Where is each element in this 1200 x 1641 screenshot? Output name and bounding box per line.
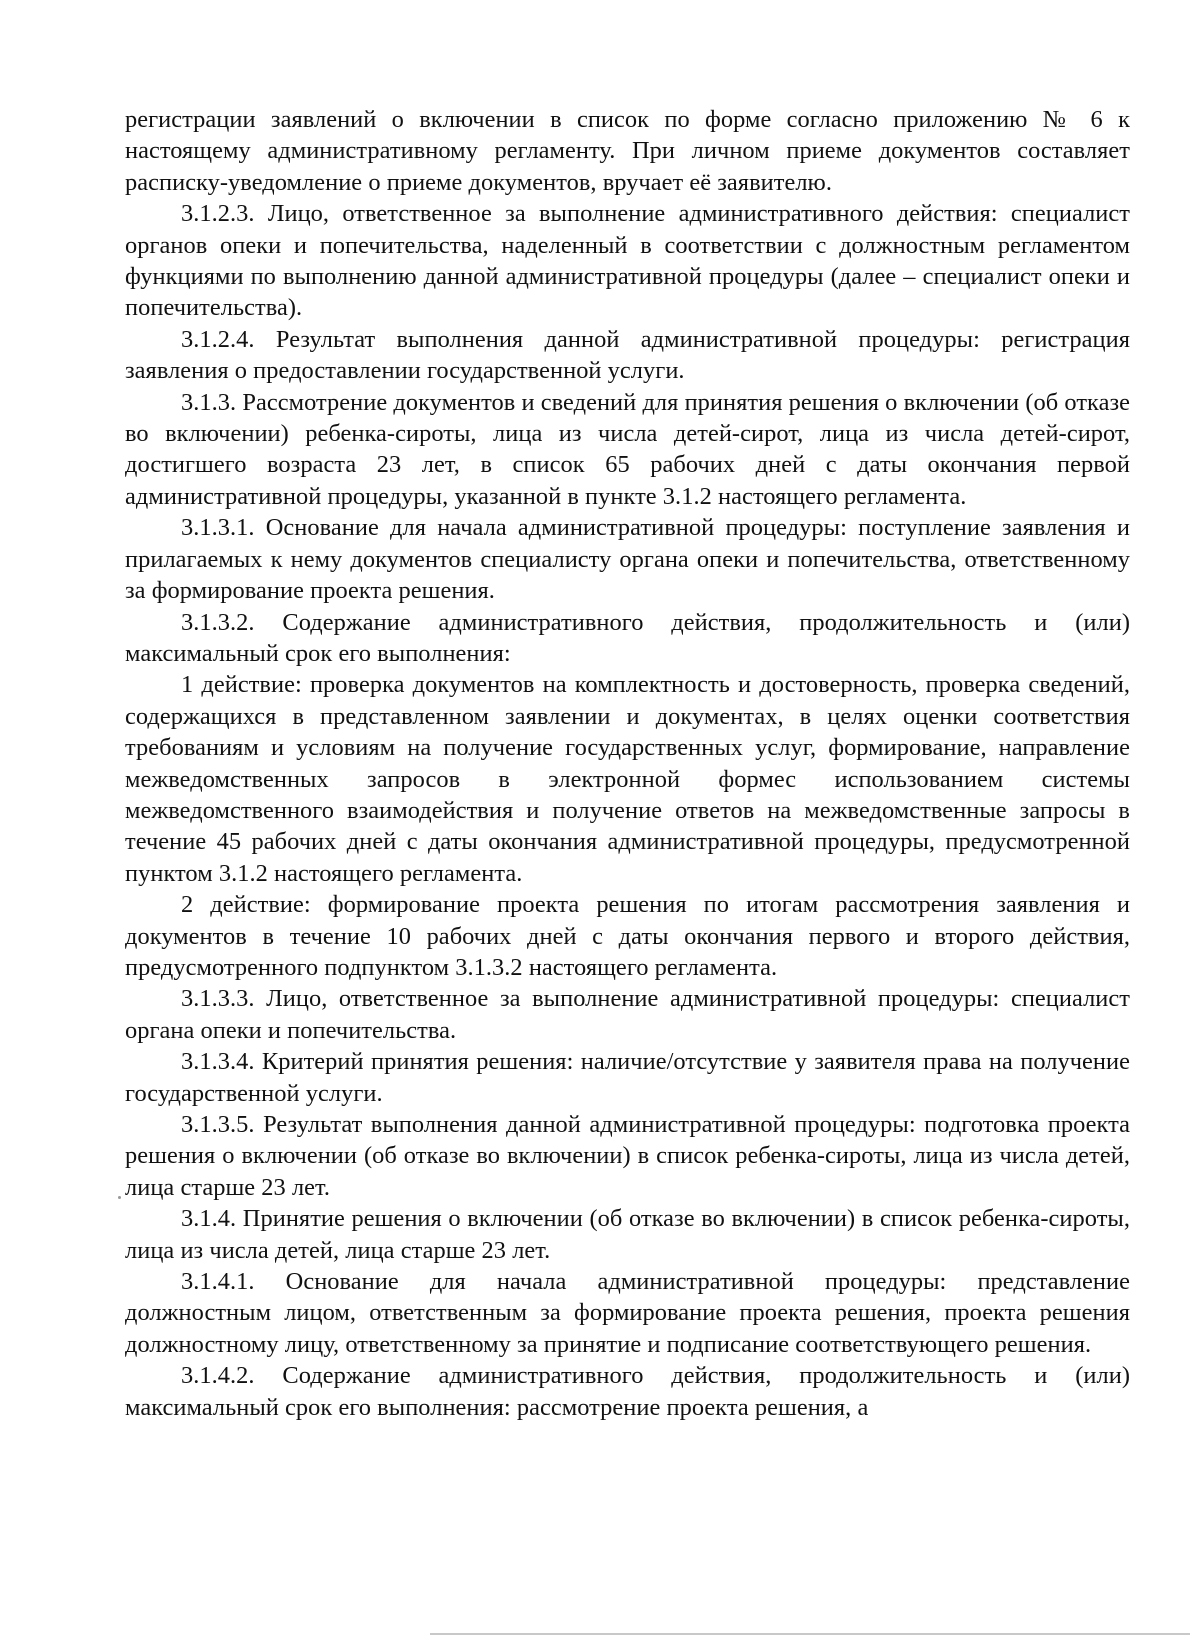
paragraph-3-1-3-3: 3.1.3.3. Лицо, ответственное за выполнение административной процедуры: специалист органа опеки и попечительства. bbox=[125, 985, 1130, 1044]
paragraph-3-1-3-2: 3.1.3.2. Содержание административного действия, продолжительность и (или) максимальный срок его выполнения: bbox=[125, 608, 1130, 667]
paragraph-3-1-4-2: 3.1.4.2. Содержание административного действия, продолжительность и (или) максимальный срок его выполнения: рассмотрение проекта решения, а bbox=[125, 1362, 1130, 1421]
paragraph-3-1-4-1: 3.1.4.1. Основание для начала административной процедуры: представление должностным лицом, ответственным за формирование проекта решения, проекта решения должностному лицу, ответственному за принятие и подписание соответствующего решения. bbox=[125, 1268, 1130, 1358]
paragraph-action-2: 2 действие: формирование проекта решения по итогам рассмотрения заявления и документов в течение 10 рабочих дней с даты окончания первого и второго действия, предусмотренного подпунктом 3.1.3.2 настоящего регламента. bbox=[125, 891, 1130, 981]
paragraph-continuation: регистрации заявлений о включении в список по форме согласно приложению № 6 к настоящему административному регламенту. При личном приеме документов составляет расписку-уведомление о приеме документов, вручает её заявителю. bbox=[125, 106, 1130, 196]
paragraph-3-1-2-3: 3.1.2.3. Лицо, ответственное за выполнение административного действия: специалист органов опеки и попечительства, наделенный в соответствии с должностным регламентом функциями по выполнению данной административной процедуры (далее – специалист опеки и попечительства). bbox=[125, 200, 1130, 322]
paragraph-3-1-4: 3.1.4. Принятие решения о включении (об отказе во включении) в список ребенка-сироты, лица из числа детей, лица старше 23 лет. bbox=[125, 1205, 1130, 1264]
document-body bbox=[125, 104, 1130, 1423]
paragraph-3-1-3-1: 3.1.3.1. Основание для начала административной процедуры: поступление заявления и прилагаемых к нему документов специалисту органа опеки и попечительства, ответственному за формирование проекта решения. bbox=[125, 514, 1130, 605]
paragraph-action-1: 1 действие: проверка документов на комплектность и достоверность, проверка сведений, содержащихся в представленном заявлении и документах, в целях оценки соответствия требованиям и условиям на получение государственных услуг, формирование, направление межведомственных запросов в электронной формес использованием системы межведомственного взаимодействия и получение ответов на межведомственные запросы в течение 45 рабочих дней с даты окончания административной процедуры, предусмотренной пунктом 3.1.2 настоящего регламента. bbox=[125, 671, 1130, 887]
scan-speck bbox=[118, 1196, 121, 1199]
scan-edge-line bbox=[430, 1633, 1190, 1635]
paragraph-3-1-3-4: 3.1.3.4. Критерий принятия решения: наличие/отсутствие у заявителя права на получение государственной услуги. bbox=[125, 1048, 1130, 1107]
paragraph-3-1-3-5: 3.1.3.5. Результат выполнения данной административной процедуры: подготовка проекта решения о включении (об отказе во включении) в список ребенка-сироты, лица из числа детей, лица старше 23 лет. bbox=[125, 1111, 1130, 1201]
paragraph-3-1-3: 3.1.3. Рассмотрение документов и сведений для принятия решения о включении (об отказе во включении) ребенка-сироты, лица из числа детей-сирот, лица из числа детей-сирот, достигшего возраста 23 лет, в список 65 рабочих дней с даты окончания первой административной процедуры, указанной в пункте 3.1.2 настоящего регламента. bbox=[125, 388, 1130, 510]
paragraph-3-1-2-4: 3.1.2.4. Результат выполнения данной административной процедуры: регистрация заявления о предоставлении государственной услуги. bbox=[125, 325, 1130, 385]
